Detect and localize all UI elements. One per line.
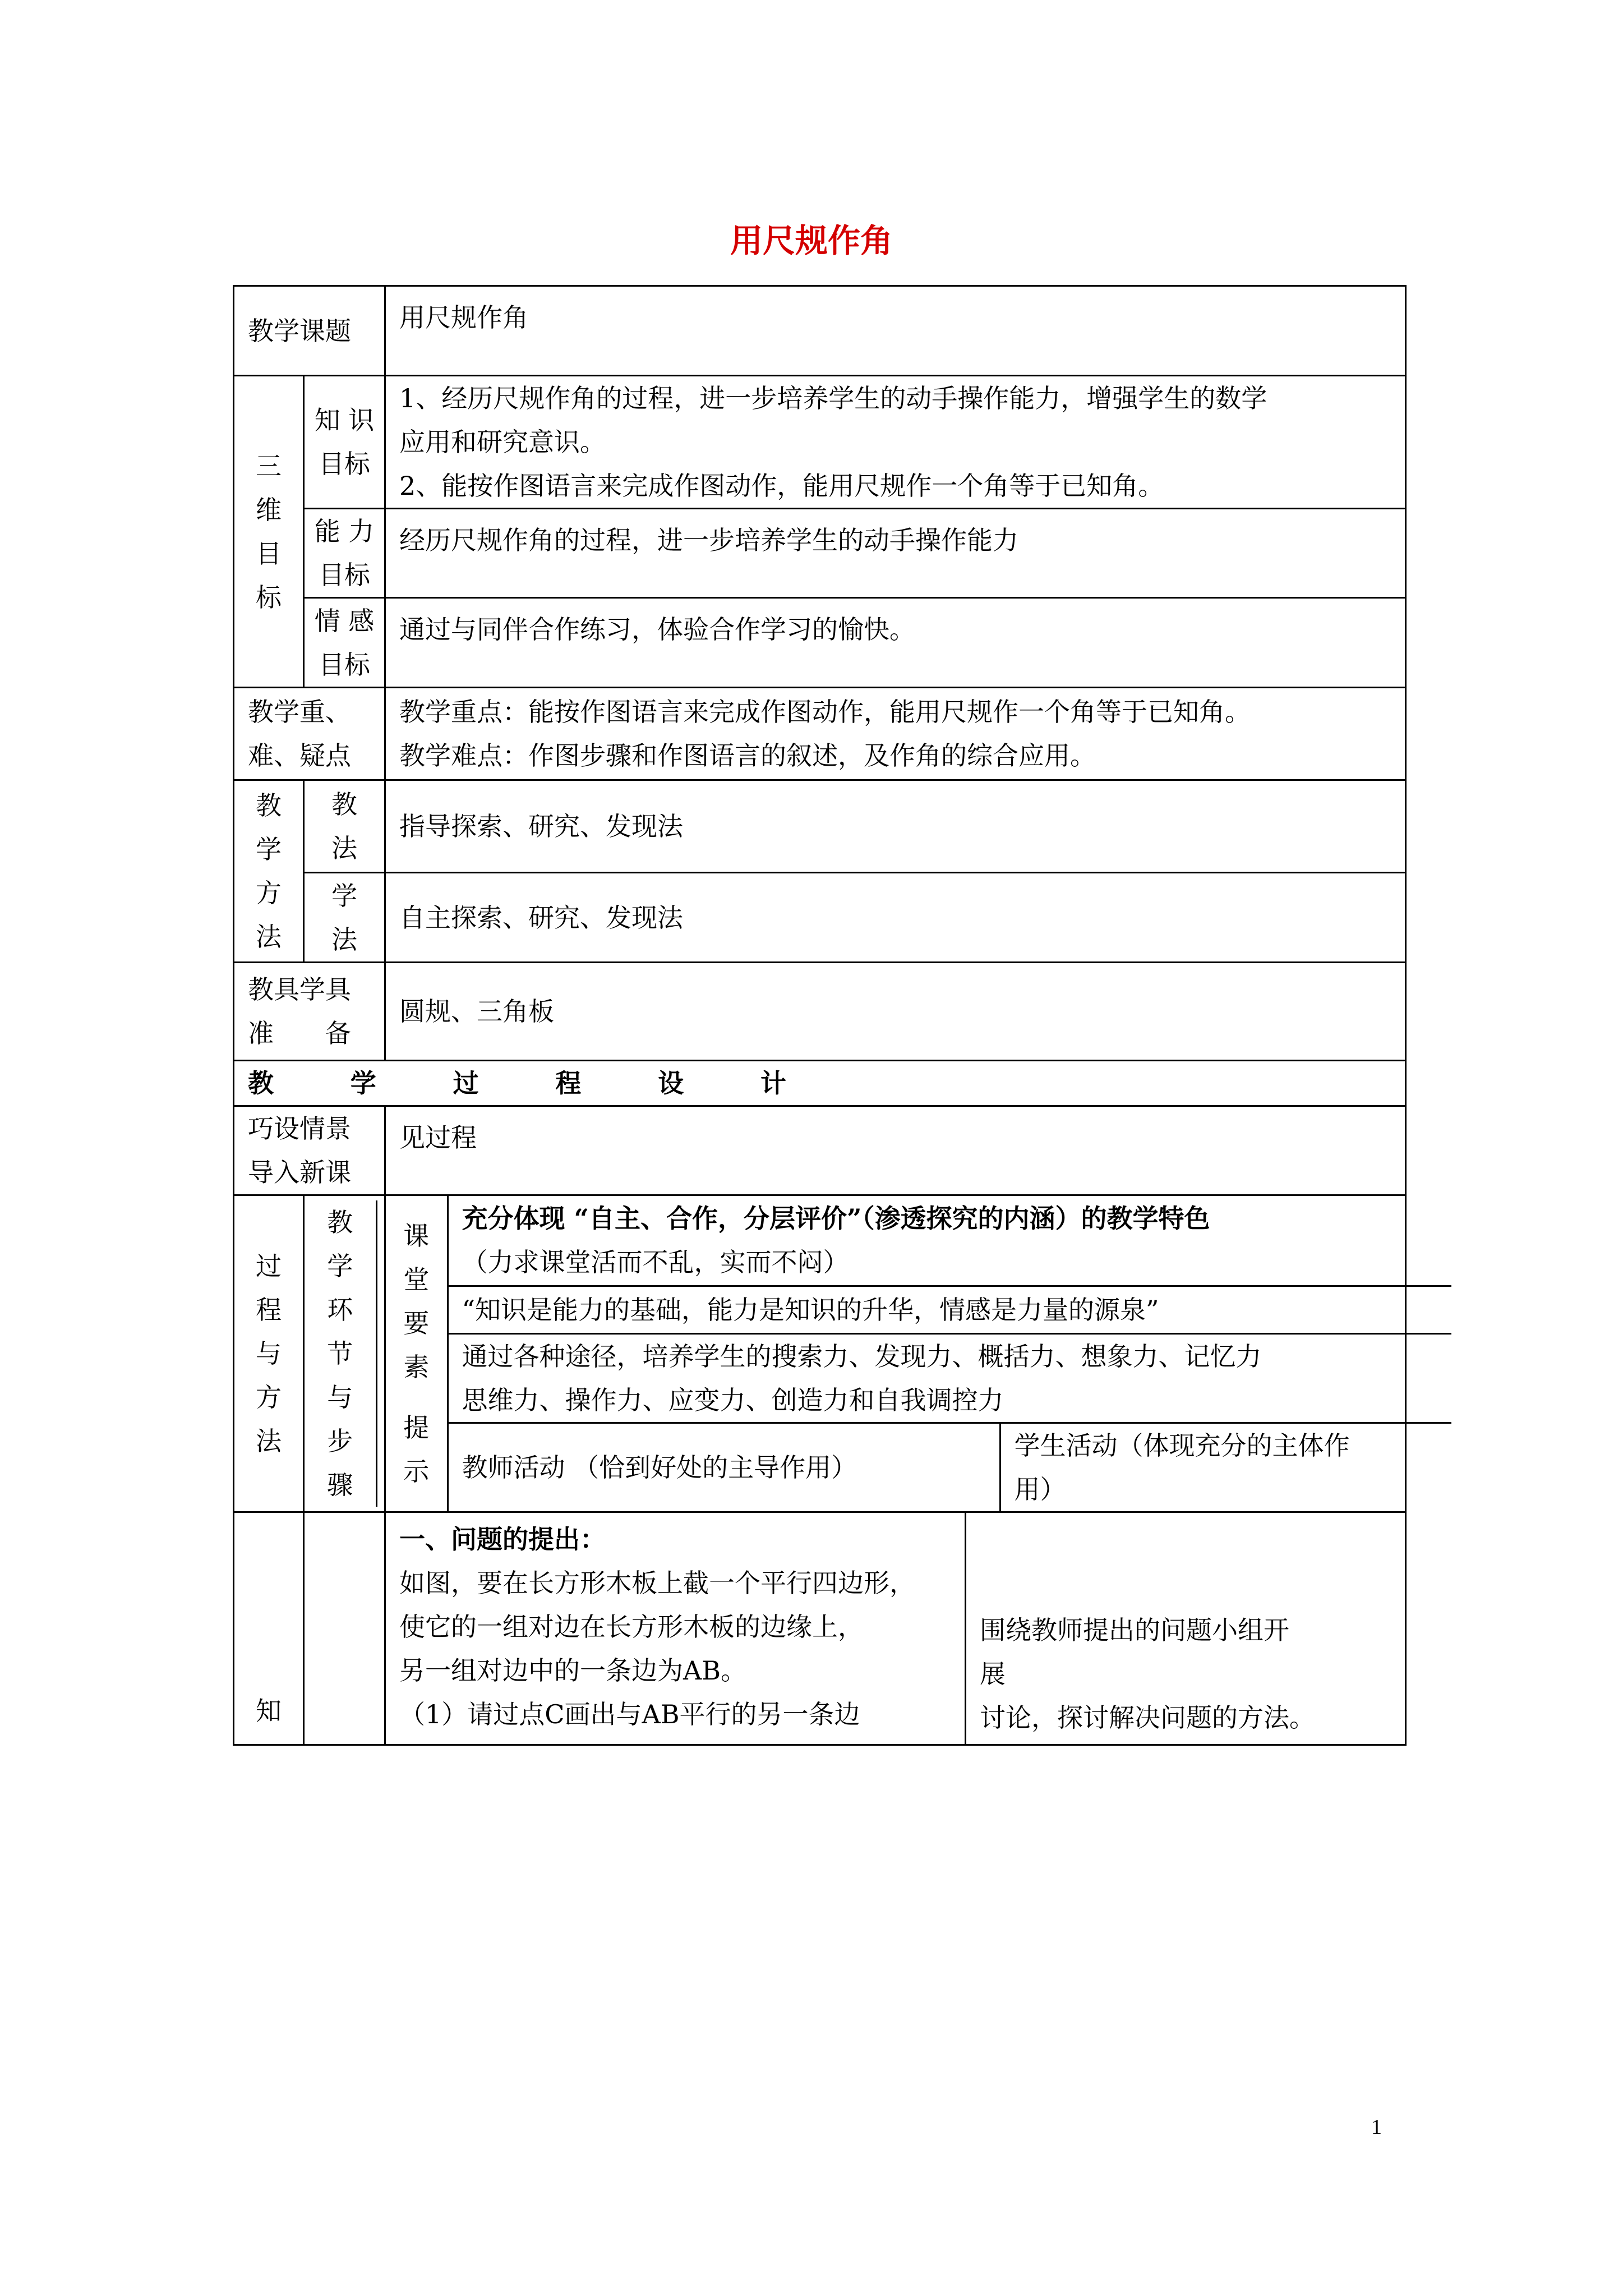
section-steps-cell [304,1512,385,1745]
tools-text: 圆规、三角板 [385,963,1406,1061]
intro-text: 见过程 [385,1106,1406,1195]
key-points-text: 教学重点：能按作图语言来完成作图动作，能用尺规作一个角等于已知角。 教学难点：作图步骤和作图语言的叙述，及作角的综合应用。 [385,688,1406,780]
emotion-goal-label: 情 感 目标 [304,598,385,688]
three-dim-label: 三 维 目 标 [234,376,304,688]
teacher-activity: 教师活动 （恰到好处的主导作用） [448,1423,1000,1511]
feature-cell: 充分体现 “自主、合作，分层评价”（渗透探究的内涵）的教学特色 （力求课堂活而不乱，实而不闷） [448,1196,1451,1286]
topic-value: 用尺规作角 [385,286,1406,376]
design-header: 教 学 过 程 设 计 [234,1061,1406,1106]
ability-goal-text: 经历尺规作角的过程，进一步培养学生的动手操作能力 [385,509,1406,598]
process-label: 过 程 与 方 法 [234,1195,304,1512]
student-activity: 学生活动（体现充分的主体作 用） [1000,1423,1451,1511]
topic-label: 教学课题 [234,286,385,376]
learn-method-label: 学 法 [304,873,385,963]
emotion-goal-text: 通过与同伴合作练习，体验合作学习的愉快。 [385,598,1406,688]
quote-cell: “知识是能力的基础，能力是知识的升华，情感是力量的源泉” [448,1286,1451,1333]
page-title: 用尺规作角 [730,222,893,260]
knowledge-goal-label: 知 识 目标 [304,376,385,509]
method-label: 教 学 方 法 [234,780,304,963]
section-col-label: 知 [234,1512,304,1745]
teach-method-text: 指导探索、研究、发现法 [385,780,1406,873]
learn-method-text: 自主探索、研究、发现法 [385,873,1406,963]
lesson-plan-table [233,285,1407,1746]
knowledge-goal-text: 1、经历尺规作角的过程，进一步培养学生的动手操作能力，增强学生的数学 应用和研究意识。 2、能按作图语言来完成作图动作，能用尺规作一个角等于已知角。 [385,376,1406,509]
process-content [385,1195,1406,1512]
section-content: 一、问题的提出： 如图，要在长方形木板上截一个平行四边形， 使它的一组对边在长方形木板的边缘上， 另一组对边中的一条边为AB。 （1）请过点C画出与AB平行的另一条边 [385,1512,966,1745]
cultivate-cell: 通过各种途径，培养学生的搜索力、发现力、概括力、想象力、记忆力 思维力、操作力、应变力、创造力和自我调控力 [448,1333,1451,1423]
key-points-label: 教学重、 难、疑点 [234,688,385,780]
steps-label: 教 学 环 节 与 步 骤 [305,1200,376,1507]
teach-method-label: 教 法 [304,780,385,873]
process-sub [304,1195,385,1512]
section-student-activity: 围绕教师提出的问题小组开 展 讨论，探讨解决问题的方法。 [966,1512,1406,1745]
elements-label: 课 堂 要 素 提 示 [386,1196,448,1511]
page-number: 1 [1371,2115,1382,2139]
ability-goal-label: 能 力 目标 [304,509,385,598]
intro-label: 巧设情景 导入新课 [234,1106,385,1195]
tools-label: 教具学具 准 备 [234,963,385,1061]
